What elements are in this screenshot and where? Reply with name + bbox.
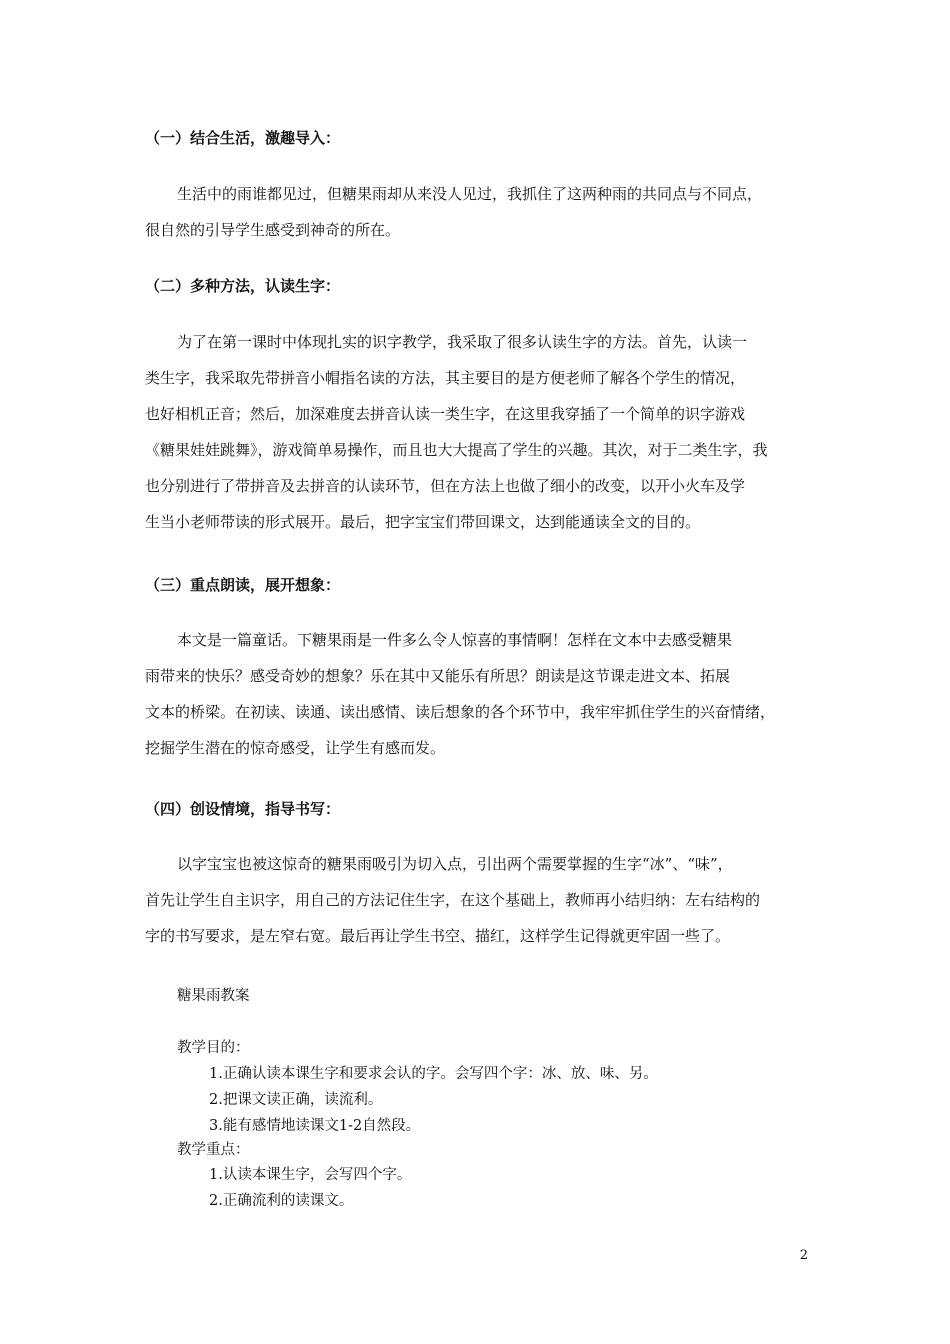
section-paragraph-1	[145, 176, 812, 248]
paragraph-line: 以字宝宝也被这惊奇的糖果雨吸引为切入点，引出两个需要掌握的生字“冰”、“味”，	[177, 855, 733, 873]
paragraph-line: 也好相机正音；然后，加深难度去拼音认读一类生字，在这里我穿插了一个简单的识字游戏	[145, 405, 746, 423]
paragraph-line: 字的书写要求，是左窄右宽。最后再让学生书空、描红，这样学生记得就更牢固一些了。	[145, 927, 731, 945]
section-heading-4: （四）创设情境，指导书写：	[145, 800, 341, 818]
paragraph-line: 也分别进行了带拼音及去拼音的认读环节，但在方法上也做了细小的改变，以开小火车及学	[145, 477, 746, 495]
section-heading-1: （一）结合生活，激趣导入：	[145, 129, 341, 147]
paragraph-line: 雨带来的快乐？感受奇妙的想象？乐在其中又能乐有所思？朗读是这节课走进文本、拓展	[145, 667, 731, 685]
paragraph-line: 首先让学生自主识字，用自己的方法记住生字，在这个基础上，教师再小结归纳：左右结构的	[145, 891, 761, 909]
paragraph-line: 生当小老师带读的形式展开。最后，把字宝宝们带回课文，达到能通读全文的目的。	[145, 513, 701, 531]
goals-label: 教学目的：	[177, 1040, 250, 1056]
lesson-plan-title: 糖果雨教案	[177, 988, 250, 1004]
paragraph-line: 《糖果娃娃跳舞》，游戏简单易操作，而且也大大提高了学生的兴趣。其次，对于二类生字，我	[145, 441, 768, 459]
section-paragraph-2	[145, 324, 812, 540]
section-paragraph-4	[145, 846, 812, 954]
paragraph-line: 生活中的雨谁都见过，但糖果雨却从来没人见过，我抓住了这两种雨的共同点与不同点，	[177, 185, 763, 203]
goal-item: 1.正确认读本课生字和要求会认的字。会写四个字：冰、放、味、另。	[209, 1066, 658, 1082]
paragraph-line: 为了在第一课时中体现扎实的识字教学，我采取了很多认读生字的方法。首先，认读一	[177, 333, 748, 351]
section-paragraph-3	[145, 622, 812, 766]
section-heading-3: （三）重点朗读，展开想象：	[145, 576, 341, 594]
page-number: 2	[799, 1248, 808, 1263]
key-points-label: 教学重点：	[177, 1142, 250, 1158]
paragraph-line: 挖掘学生潜在的惊奇感受，让学生有感而发。	[145, 739, 446, 757]
paragraph-line: 很自然的引导学生感受到神奇的所在。	[145, 221, 401, 239]
goal-item: 2.把课文读正确，读流利。	[209, 1092, 383, 1108]
paragraph-line: 文本的桥梁。在初读、读通、读出感情、读后想象的各个环节中，我牢牢抓住学生的兴奋情绪，	[145, 703, 776, 721]
section-heading-2: （二）多种方法，认读生字：	[145, 277, 341, 295]
paragraph-line: 本文是一篇童话。下糖果雨是一件多么令人惊喜的事情啊！怎样在文本中去感受糖果	[177, 631, 733, 649]
goal-item: 3.能有感情地读课文1-2自然段。	[209, 1118, 421, 1134]
key-point-item: 2.正确流利的读课文。	[209, 1193, 354, 1209]
key-point-item: 1.认读本课生字，会写四个字。	[209, 1167, 412, 1183]
paragraph-line: 类生字，我采取先带拼音小帽指名读的方法，其主要目的是方便老师了解各个学生的情况，	[145, 369, 746, 387]
